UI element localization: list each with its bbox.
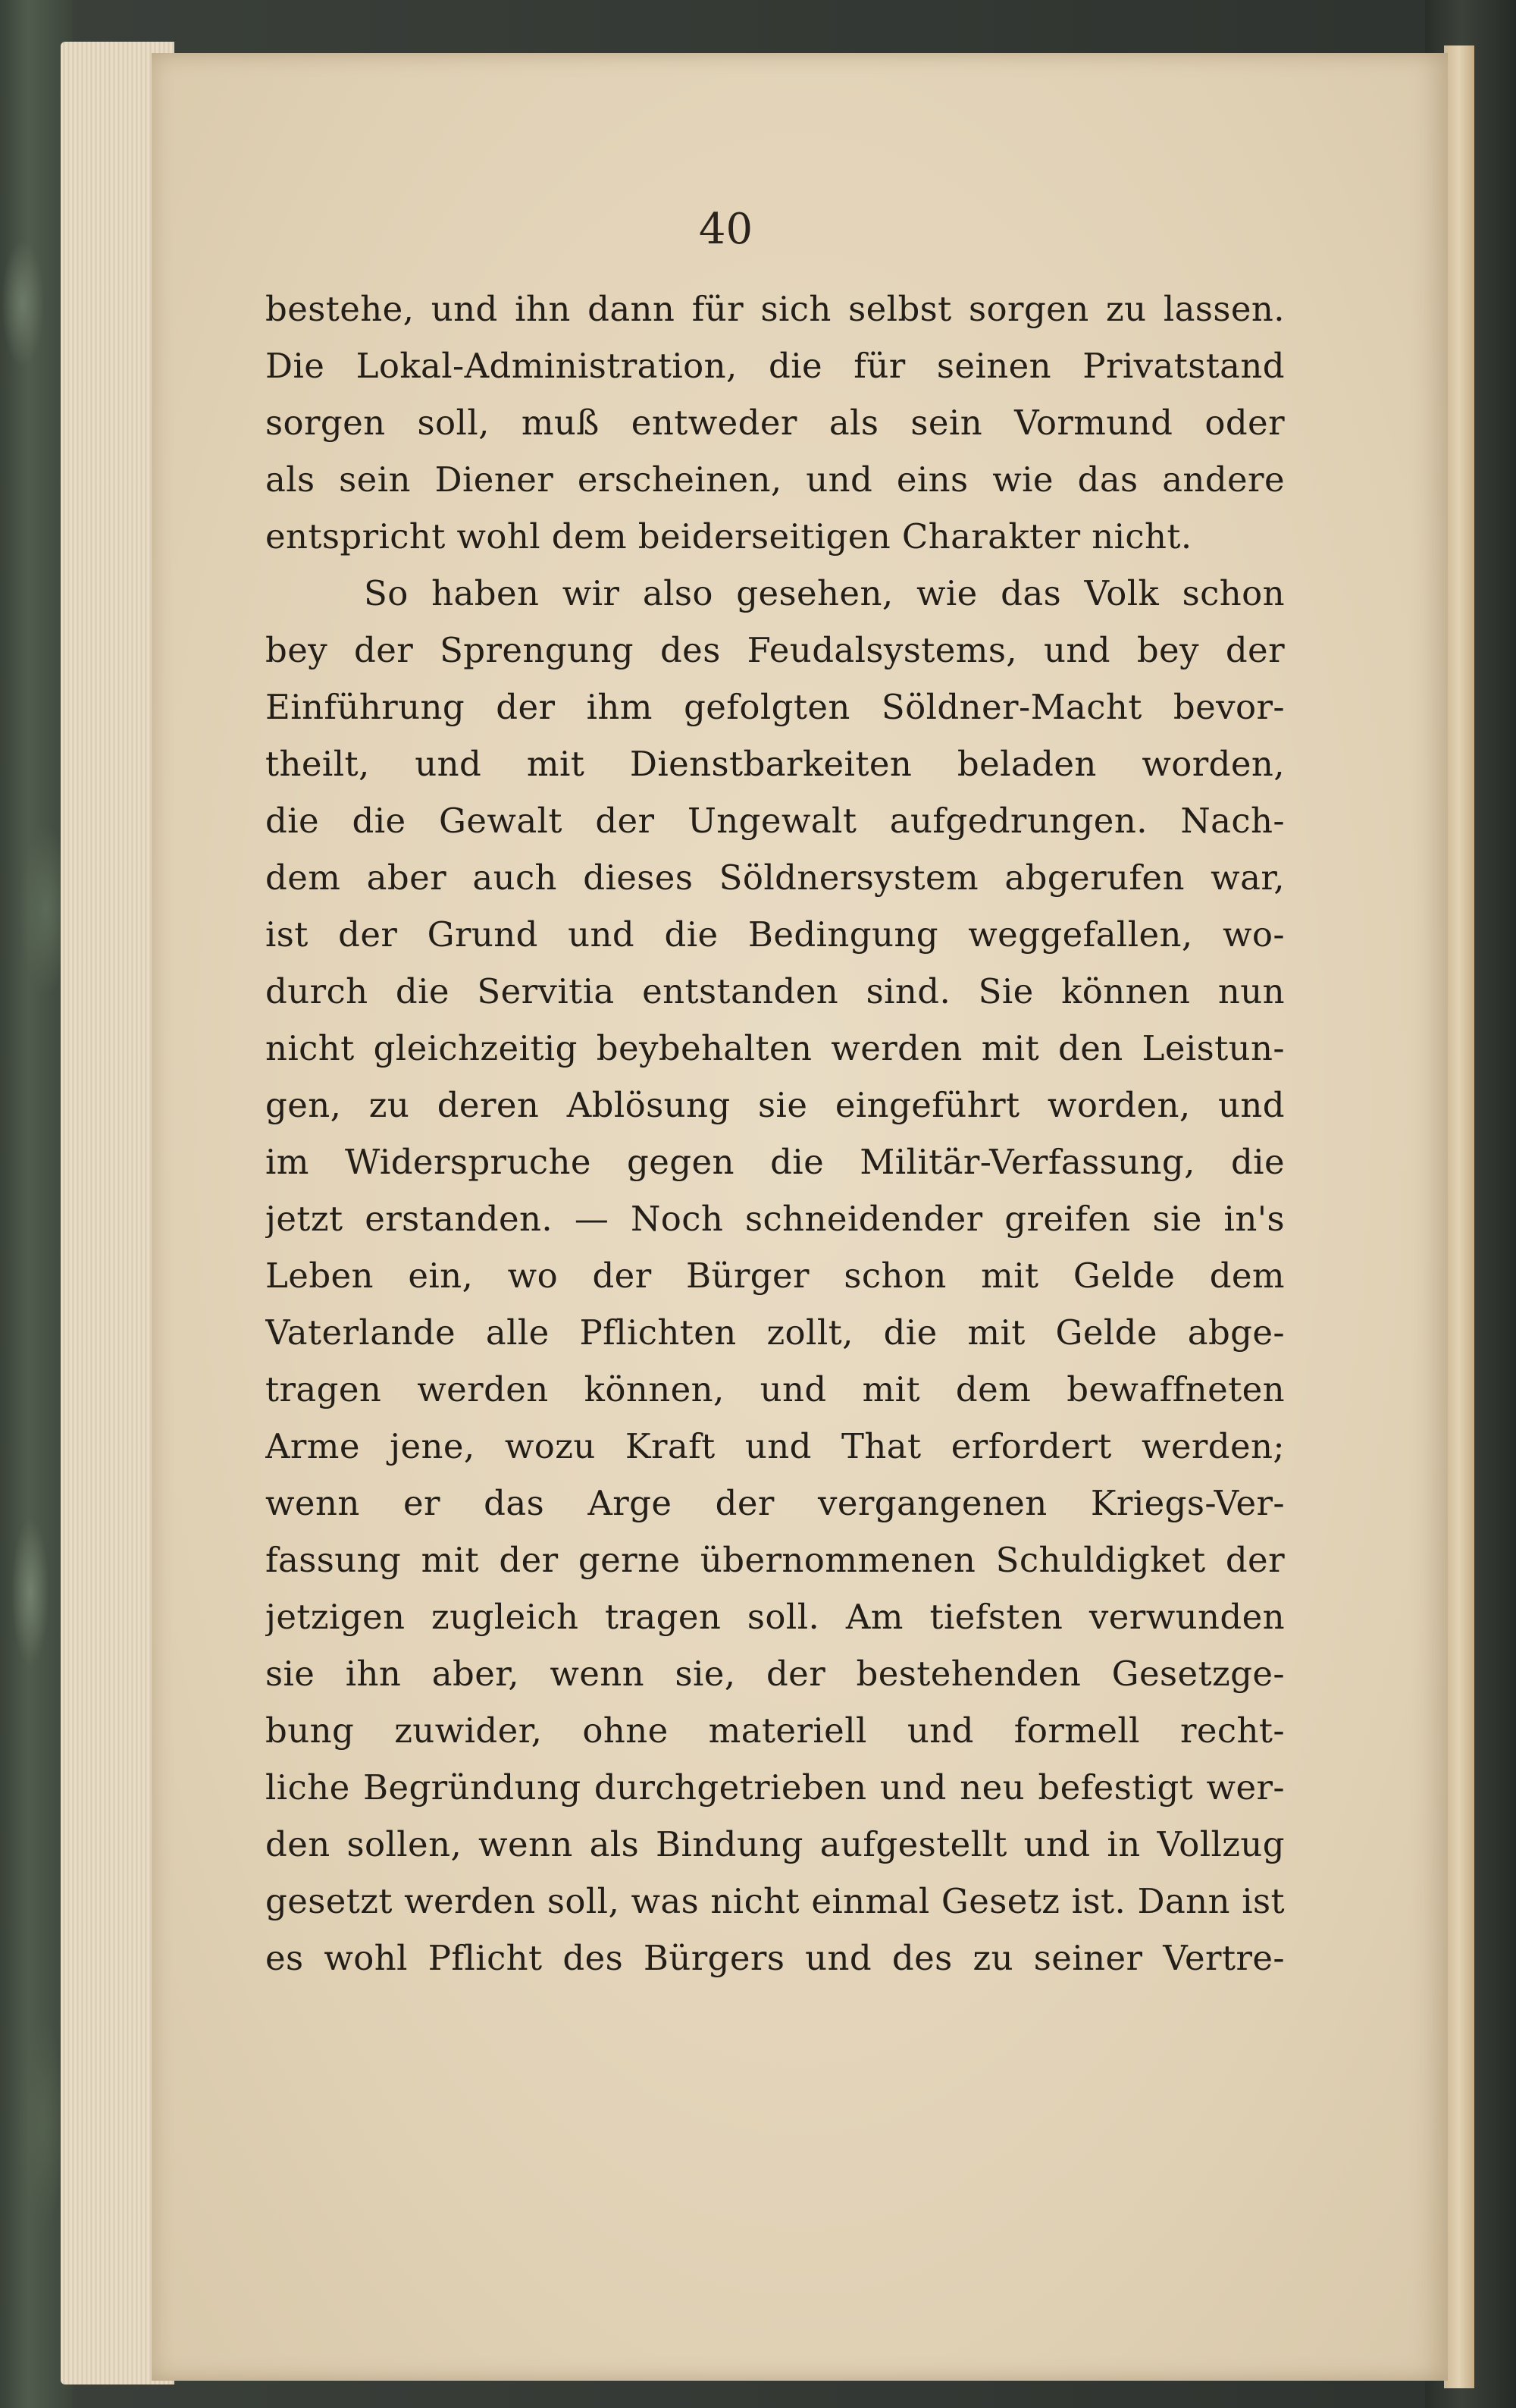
text-line: nicht gleichzeitig beybehalten werden mit den Leistun-: [265, 1028, 1285, 1068]
text-line: den sollen, wenn als Bindung aufgestellt und in Vollzug: [265, 1824, 1285, 1864]
text-line: Einführung der ihm gefolgten Söldner-Macht bevor-: [265, 687, 1285, 727]
text-line: im Widerspruche gegen die Militär-Verfassung, die: [265, 1142, 1285, 1182]
text-line: Vaterlande alle Pflichten zollt, die mit Gelde abge-: [265, 1312, 1285, 1353]
text-line: sie ihn aber, wenn sie, der bestehenden Gesetzge-: [265, 1654, 1285, 1694]
text-line: sorgen soll, muß entweder als sein Vormund oder: [265, 403, 1285, 443]
text-line: ist der Grund und die Bedingung weggefallen, wo-: [265, 914, 1285, 955]
body-text: [265, 281, 1285, 1986]
text-line: So haben wir also gesehen, wie das Volk schon: [364, 573, 1285, 613]
text-line: theilt, und mit Dienstbarkeiten beladen worden,: [265, 744, 1285, 784]
text-line: Leben ein, wo der Bürger schon mit Gelde dem: [265, 1256, 1285, 1296]
text-line: jetzt erstanden. — Noch schneidender greifen sie in's: [265, 1199, 1285, 1239]
text-line: Arme jene, wozu Kraft und That erfordert werden;: [265, 1426, 1285, 1466]
text-line: entspricht wohl dem beiderseitigen Charakter nicht.: [265, 516, 1192, 557]
text-line: bung zuwider, ohne materiell und formell recht-: [265, 1710, 1285, 1751]
text-line: fassung mit der gerne übernommenen Schuldigket der: [265, 1540, 1285, 1580]
text-line: wenn er das Arge der vergangenen Kriegs-Ver-: [265, 1483, 1285, 1523]
text-line: die die Gewalt der Ungewalt aufgedrungen. Nach-: [265, 801, 1285, 841]
text-line: tragen werden können, und mit dem bewaffneten: [265, 1369, 1285, 1409]
text-line: bestehe, und ihn dann für sich selbst sorgen zu lassen.: [265, 289, 1285, 329]
text-line: durch die Servitia entstanden sind. Sie können nun: [265, 971, 1285, 1011]
text-line: es wohl Pflicht des Bürgers und des zu seiner Vertre-: [265, 1938, 1285, 1978]
text-line: als sein Diener erscheinen, und eins wie das andere: [265, 459, 1285, 500]
page-number: 40: [698, 205, 753, 254]
text-line: liche Begründung durchgetrieben und neu befestigt wer-: [265, 1767, 1285, 1808]
text-line: Die Lokal-Administration, die für seinen Privatstand: [265, 346, 1285, 386]
text-line: dem aber auch dieses Söldnersystem abgerufen war,: [265, 858, 1285, 898]
text-line: gesetzt werden soll, was nicht einmal Gesetz ist. Dann ist: [265, 1881, 1285, 1921]
text-line: jetzigen zugleich tragen soll. Am tiefsten verwunden: [265, 1597, 1285, 1637]
page-right-edge: [1444, 45, 1474, 2388]
text-line: gen, zu deren Ablösung sie eingeführt worden, und: [265, 1085, 1285, 1125]
text-line: bey der Sprengung des Feudalsystems, und bey der: [265, 630, 1285, 670]
